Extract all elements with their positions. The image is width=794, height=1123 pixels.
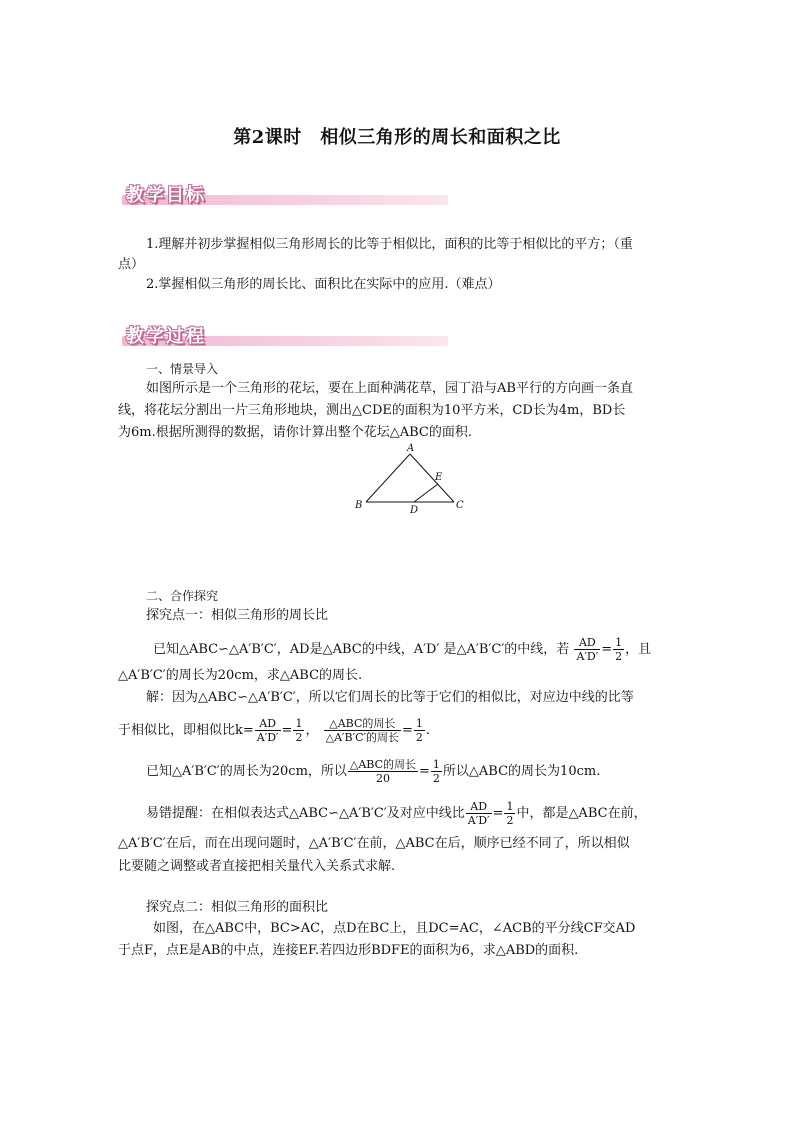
fraction-half: $\frac{1}{2}$ [432, 758, 440, 785]
fraction-perimeter-20: $\frac{\text{△ABC的周长}}{20}$ [349, 758, 417, 785]
tip-line-1: 易错提醒：在相似表达式△ABC∽△A′B′C′及对应中线比 $\frac{AD}{A'D'}$ = $\frac{1}{2}$ 中，都是△ABC在前， [146, 800, 647, 827]
explore-heading: 二、合作探究 [146, 589, 219, 603]
fraction-half: $\frac{1}{2}$ [615, 636, 623, 663]
banner-label: 教学目标 [126, 185, 206, 206]
tip-line-3: 比要随之调整或者直接把相关量代入关系式求解. [118, 859, 396, 874]
section-banner-objectives [118, 184, 458, 206]
solution-line-3: 已知△A′B′C′的周长为20cm，所以 $\frac{\text{△ABC的周长}}{20}$ = $\frac{1}{2}$ 所以△ABC的周长为10cm. [146, 758, 601, 785]
tip-line-2: △A′B′C′在后，而在出现问题时，△A′B′C′在前，△ABC在后，顺序已经不同了，所以相似 [118, 836, 630, 851]
fraction-half: $\frac{1}{2}$ [415, 717, 423, 744]
fraction-ad: $\frac{AD}{A'D'}$ [256, 717, 279, 744]
label-a: A [407, 443, 415, 454]
label-b: B [355, 500, 363, 511]
fraction-half: $\frac{1}{2}$ [295, 717, 303, 744]
fraction-half: $\frac{1}{2}$ [506, 800, 514, 827]
intro-line-1: 如图所示是一个三角形的花坛，要在上面种满花草，园丁沿与AB平行的方向画一条直 [146, 381, 633, 396]
label-c: C [456, 500, 464, 511]
triangle-figure [350, 440, 470, 520]
objective-1-cont: 点） [118, 257, 145, 272]
example-2-line-2: 于点F，点E是AB的中点，连接EF.若四边形BDFE的面积为6，求△ABD的面积. [118, 943, 579, 958]
section-banner-process [118, 325, 458, 347]
point-1-heading: 探究点一：相似三角形的周长比 [146, 608, 329, 623]
side-ab [366, 454, 410, 502]
example-1-line-2: △A′B′C′的周长为20cm，求△ABC的周长. [118, 668, 363, 683]
example-2-line-1: 如图，在△ABC中，BC>AC，点D在BC上，且DC=AC，∠ACB的平分线CF交AD [153, 921, 636, 936]
fraction-ad: $\frac{AD}{A'D'}$ [467, 800, 490, 827]
label-e: E [435, 472, 443, 483]
fraction-perimeter: $\frac{\text{△ABC的周长}}{\text{△A′B′C′的周长}}$ [325, 717, 400, 744]
page-title: 第2课时 相似三角形的周长和面积之比 [233, 127, 561, 148]
objective-1: 1.理解并初步掌握相似三角形周长的比等于相似比，面积的比等于相似比的平方；（重 [146, 237, 633, 252]
intro-line-2: 线，将花坛分割出一片三角形地块，测出△CDE的面积为10平方米，CD长为4m，BD长 [118, 403, 626, 418]
objective-2: 2.掌握相似三角形的周长比、面积比在实际中的应用.（难点） [146, 277, 501, 292]
example-1-line-1: 已知△ABC∽△A′B′C′，AD是△ABC的中线，A′D′ 是△A′B′C′的中线，若 $\frac{AD}{A'D'}$ = $\frac{1}{2}$ ，且 [153, 636, 652, 663]
example-1-text: 已知△ABC∽△A′B′C′，AD是△ABC的中线，A′D′ 是△A′B′C′的中线，若 [153, 642, 570, 657]
solution-line-2: 于相似比，即相似比k= $\frac{AD}{A'D'}$ = $\frac{1}{2}$ ， $\frac{\text{△ABC的周长}}{\text{△A′B′C′的周长}}$ = $\frac{1}{2}$ . [118, 717, 431, 744]
fraction-ad: $\frac{AD}{A'D'}$ [576, 636, 599, 663]
banner-label: 教学过程 [126, 326, 206, 347]
segment-de [414, 484, 438, 502]
intro-heading: 一、情景导入 [146, 362, 219, 376]
solution-line-1: 解：因为△ABC∽△A′B′C′，所以它们周长的比等于它们的相似比，对应边中线的比等 [146, 690, 634, 705]
intro-line-3: 为6m.根据所测得的数据，请你计算出整个花坛△ABC的面积. [118, 425, 472, 440]
label-d: D [410, 505, 419, 516]
point-2-heading: 探究点二：相似三角形的面积比 [146, 900, 329, 915]
side-ac [410, 454, 454, 502]
